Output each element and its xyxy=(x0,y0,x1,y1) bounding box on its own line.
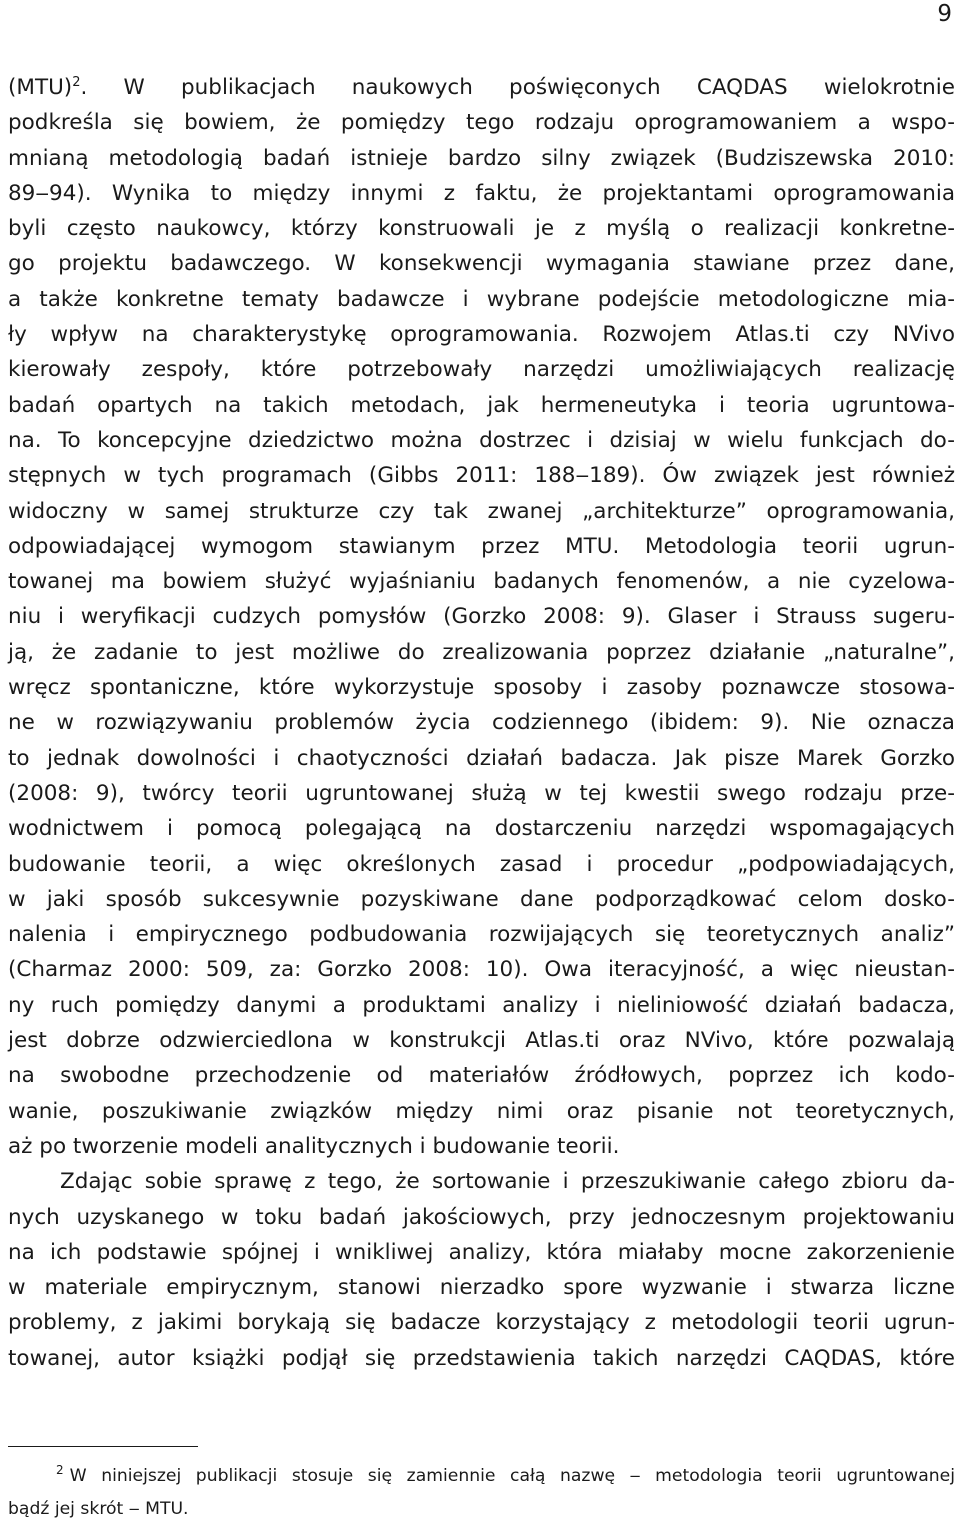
text-line: mnianą metodologią badań istnieje bardzo silny związek (Budziszewska 2010: xyxy=(8,145,955,171)
footnote-divider xyxy=(8,1446,198,1447)
text-line: (2008: 9), twórcy teorii ugruntowanej służą w tej kwestii swego rodzaju prze- xyxy=(8,780,955,806)
line-prefix: (MTU) xyxy=(8,75,73,100)
footnote-line: bądź jej skrót ‒ MTU. xyxy=(8,1499,189,1519)
text-line: (Charmaz 2000: 509, za: Gorzko 2008: 10). Owa iteracyjność, a więc nieustan- xyxy=(8,957,955,983)
text-line: aż po tworzenie modeli analitycznych i budowanie teorii. xyxy=(8,1133,620,1159)
text-line: na swobodne przechodzenie od materiałów źródłowych, poprzez ich kodo- xyxy=(8,1063,955,1089)
text-line: towanej, autor książki podjął się przedstawienia takich narzędzi CAQDAS, które xyxy=(8,1345,955,1371)
text-line: na. To koncepcyjne dziedzictwo można dostrzec i dzisiaj w wielu funkcjach do- xyxy=(8,427,955,453)
main-text xyxy=(8,70,955,1376)
line-text: W publikacjach naukowych poświęconych CAQDAS wielokrotnie xyxy=(123,75,955,100)
footnote-line xyxy=(8,1460,955,1493)
text-line: (MTU)$^2$. W publikacjach naukowych poświęconych CAQDAS wielokrotnie xyxy=(8,75,955,100)
text-line: wanie, poszukiwanie związków między nimi oraz pisanie not teoretycznych, xyxy=(8,1098,955,1124)
text-line: odpowiadającej wymogom stawianym przez MTU. Metodologia teorii ugrun- xyxy=(8,533,955,559)
text-line: nalenia i empirycznego podbudowania rozwijających się teoretycznych analiz” xyxy=(8,922,955,948)
text-line: wodnictwem i pomocą polegającą na dostarczeniu narzędzi wspomagających xyxy=(8,816,955,842)
text-line: 89‒94). Wynika to między innymi z faktu, że projektantami oprogramowania xyxy=(8,180,955,206)
text-line: ły wpływ na charakterystykę oprogramowania. Rozwojem Atlas.ti czy NVivo xyxy=(8,322,955,348)
text-line: go projektu badawczego. W konsekwencji wymagania stawiane przez dane, xyxy=(8,251,955,277)
text-line: Zdając sobie sprawę z tego, że sortowanie i przeszukiwanie całego zbioru da- xyxy=(60,1169,955,1195)
footnote-mark: 2 xyxy=(56,1463,64,1477)
text-line: widoczny w samej strukturze czy tak zwanej „architekturze” oprogramowania, xyxy=(8,498,955,524)
text-line: nych uzyskanego w toku badań jakościowych, przy jednoczesnym projektowaniu xyxy=(8,1204,955,1230)
text-line: w jaki sposób sukcesywnie pozyskiwane dane podporządkować celom dosko- xyxy=(8,886,955,912)
text-line: ny ruch pomiędzy danymi a produktami analizy i nieliniowość działań badacza, xyxy=(8,992,955,1018)
text-line: ne w rozwiązywaniu problemów życia codziennego (ibidem: 9). Nie oznacza xyxy=(8,710,955,736)
footnote xyxy=(8,1460,955,1526)
text-line: wręcz spontaniczne, które wykorzystuje sposoby i zasoby poznawcze stosowa- xyxy=(8,675,955,701)
footnote-reference[interactable]: 2 xyxy=(72,75,81,90)
text-line: badań opartych na takich metodach, jak hermeneutyka i teoria ugruntowa- xyxy=(8,392,955,418)
text-line: to jednak dowolności i chaotyczności działań badacza. Jak pisze Marek Gorzko xyxy=(8,745,955,771)
footnote-text: W niniejszej publikacji stosuje się zamiennie całą nazwę ‒ metodologia teorii ugruntowanej xyxy=(69,1466,955,1486)
text-line: kierowały zespoły, które potrzebowały narzędzi umożliwiających realizację xyxy=(8,357,955,383)
text-line: podkreśla się bowiem, że pomiędzy tego rodzaju oprogramowaniem a wspo- xyxy=(8,110,955,136)
text-line: towanej ma bowiem służyć wyjaśnianiu badanych fenomenów, a nie cyzelowa- xyxy=(8,569,955,595)
text-line: jest dobrze odzwierciedlona w konstrukcji Atlas.ti oraz NVivo, które pozwalają xyxy=(8,1028,955,1054)
text-line: na ich podstawie spójnej i wnikliwej analizy, która miałaby mocne zakorzenienie xyxy=(8,1239,955,1265)
text-line: w materiale empirycznym, stanowi nierzadko spore wyzwanie i stwarza liczne xyxy=(8,1275,955,1301)
page-number: 9 xyxy=(937,1,952,27)
text-line: ją, że zadanie to jest możliwe do zrealizowania poprzez działanie „naturalne”, xyxy=(8,639,955,665)
text-line: byli często naukowcy, którzy konstruowali je z myślą o realizacji konkretne- xyxy=(8,216,955,242)
text-line: budowanie teorii, a więc określonych zasad i procedur „podpowiadających, xyxy=(8,851,955,877)
text-line: stępnych w tych programach (Gibbs 2011: 188‒189). Ów związek jest również xyxy=(8,463,955,489)
text-line: problemy, z jakimi borykają się badacze korzystający z metodologii teorii ugrun- xyxy=(8,1310,955,1336)
text-line: niu i weryfikacji cudzych pomysłów (Gorzko 2008: 9). Glaser i Strauss sugeru- xyxy=(8,604,955,630)
text-line: a także konkretne tematy badawcze i wybrane podejście metodologiczne mia- xyxy=(8,286,955,312)
